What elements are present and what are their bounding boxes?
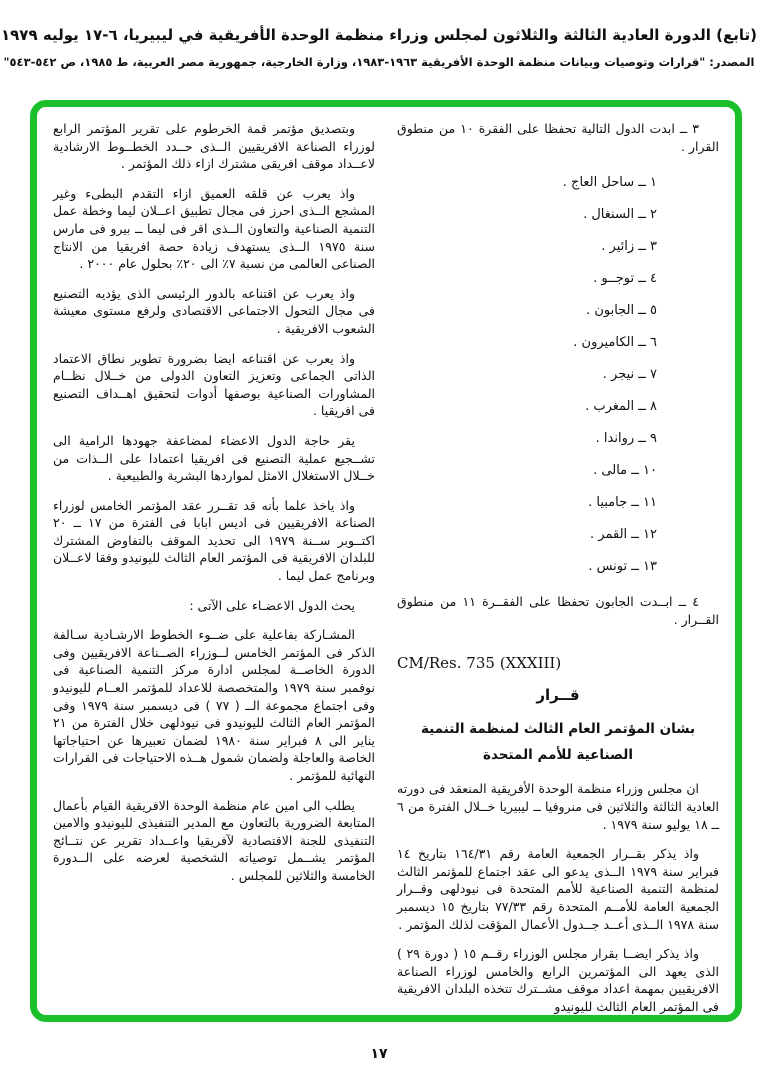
resolution-paragraph: واذ يذكر بقــرار الجمعية العامة رقم ١٦٤/٣١ بتاريخ ١٤ فبراير سنة ١٩٧٩ الــذى يدعو الى عقد اجتماع للمؤتمر الثالث لمنظمة التنمية الصناعية للأمم المتحدة فى نيودلهى وقــرار الجمعية العامة للأمــم المتحدة رقم ٧٧/٣٣ بتاريخ ١٥ ديسمبر سنة ١٩٧٨ الــذى أعــد جــدول الأعمال المؤقت لذلك المؤتمر . xyxy=(397,846,719,932)
country-list xyxy=(397,167,719,583)
country-item: ٨ ــ المغرب . xyxy=(585,399,657,415)
source-citation: المصدر: "قرارات وتوصيات وبيانات منظمة الوحدة الأفريقية ١٩٦٣-١٩٨٣، وزارة الخارجية، جمهورية مصر العربية، ط ١٩٨٥، ص ٥٤٢-٥٤٣" xyxy=(3,55,755,69)
body-paragraphs xyxy=(53,120,375,885)
country-item: ٤ ــ توجــو . xyxy=(593,271,657,287)
resolution-paragraphs xyxy=(397,780,719,1015)
resolution-paragraph: واذ يذكر ايضــا بقرار مجلس الوزراء رقــم ١٥ ( دورة ٢٩ ) الذى يعهد الى المؤتمرين الرابع والخامس لوزراء الصناعة الافريقيين بمهمة اعداد موقف مشــترك تتخذه البلدان الافريقية فى المؤتمر العام الثالث لليونيدو xyxy=(397,946,719,1014)
body-paragraph: يقر حاجة الدول الاعضاء لمضاعفة جهودها الرامية الى تشــجيع عملية التصنيع فى افريقيا اعتمادا على الــذات من خــلال الاستغلال الامثل لمواردها البشرية والطبيعية . xyxy=(53,432,375,484)
body-paragraph: يطلب الى امين عام منظمة الوحدة الافريقية القيام بأعمال المتابعة الضرورية بالتعاون مع المدير التنفيذى لليونيدو والامين التنفيذى للجنة الاقتصادية لآفريقيا واعــداد تقرير عن نتــائج المؤتمر يشــمل توصياته الشخصية لعرضه على الــدورة الخامسة والثلاثين للمجلس . xyxy=(53,797,375,883)
body-paragraph: يحث الدول الاعضـاء على الآتى : xyxy=(189,597,355,613)
page-header xyxy=(0,0,758,69)
columns-container xyxy=(53,120,719,1014)
page-number: ١٧ xyxy=(370,1046,388,1062)
resolution-subject xyxy=(397,716,719,768)
right-column xyxy=(397,120,719,1014)
body-paragraph: واذ ياخذ علما بأنه قد تقــرر عقد المؤتمر الخامس لوزراء الصناعة الافريقيين فى اديس ابابا فى الفترة من ١٧ ــ ٢٠ اكتــوبر ســنة ١٩٧٩ الى تحديد الموقف بالتفاوض المشترك للبلدان الافريقية فى المؤتمر العام الثالث لليونيدو وفقا لاعــلان وبرنامج عمل ليما . xyxy=(53,497,375,584)
country-item: ٥ ــ الجابون . xyxy=(586,303,657,319)
resolution-paragraph: ان مجلس وزراء منظمة الوحدة الأفريقية المنعقد فى دورته العادية الثالثة والثلاثين فى منروفيا ــ ليبيريا خــلال الفترة من ٦ ــ ١٨ يوليو سنة ١٩٧٩ . xyxy=(397,781,719,832)
reservations-paragraph-3: ٣ ــ ابدت الدول التالية تحفظا على الفقرة ١٠ من منطوق القرار . xyxy=(397,121,719,154)
body-paragraph: واذ يعرب عن قلقه العميق ازاء التقدم البطىء وغير المشجع الــذى احرز فى مجال تطبيق اعــلان ليما وخطة عمل التنمية الصناعية والتعاون الــذى اقر فى ليما ــ بيرو فى مارس سنة ١٩٧٥ الــذى يستهدف زيادة حصة افريقيا من الانتاج الصناعى العالمى من نسبة ٧٪ الى ٢٠٪ بحلول عام ٢٠٠٠ . xyxy=(53,185,376,272)
body-paragraph: واذ يعرب عن اقتناعه بالدور الرئيسى الذى يؤديه التصنيع فى مجال التحول الاجتماعى الاقتصادى ولرفع مستوى معيشة الشعوب الافريقية . xyxy=(53,285,375,336)
country-item: ٩ ــ رواندا . xyxy=(595,431,657,447)
country-item: ٢ ــ السنغال . xyxy=(583,207,657,223)
resolution-subject-line-1: بشان المؤتمر العام الثالث لمنظمة التنمية xyxy=(420,721,696,738)
body-paragraph: المشـاركة بفاعلية على ضــوء الخطوط الارشـادية سـالفة الذكر فى المؤتمر الخامس لــوزراء الصــناعة الافريقيين وفى الدورة الخاصــة لمجلس ادارة مركز التنمية الصناعية فى نوفمبر سنة ١٩٧٩ والمتخصصة للاعداد للمؤتمر العــام لليونيدو وفى اجتماع مجموعة الــ ( ٧٧ ) فى ديسمبر سنة ١٩٧٩ وفى المؤتمر العام الثالث لليونيدو فى نيودلهى خلال الفترة من ٢١ يناير الى ٨ فبراير سنة ١٩٨٠ لضمان تعبيرها عن احتياجاتها الخاصة والعاجلة ولضمان شمول هــذه الاحتياجات فى القرارات النهائية للمؤتمر . xyxy=(53,627,376,783)
country-item: ١٣ ــ تونس . xyxy=(588,559,657,575)
resolution-subject-line-2: الصناعية للأمم المتحدة xyxy=(483,747,633,764)
country-item: ٣ ــ زائير . xyxy=(601,239,657,255)
session-title: (تابع) الدورة العادية الثالثة والثلاثون لمجلس وزراء منظمة الوحدة الأفريقية في ليبيريا، ٦-١٧ يوليه ١٩٧٩ xyxy=(1,26,757,44)
body-paragraph: وبتصديق مؤتمر قمة الخرطوم على تقرير المؤتمر الرابع لوزراء الصناعة الافريقيين الــذى حــدد الخطــوط الارشادية لاعــداد موقف افريقى مشترك ازاء ذلك المؤتمر . xyxy=(53,121,375,172)
left-column xyxy=(53,120,375,1002)
country-item: ٧ ــ نيجر . xyxy=(602,367,657,383)
country-item: ١ ــ ساحل العاج . xyxy=(562,175,657,191)
document-frame xyxy=(30,100,742,1022)
reservations-paragraph-4: ٤ ــ ابــدت الجابون تحفظا على الفقــرة ١١ من منطوق القــرار . xyxy=(397,594,719,627)
country-item: ١١ ــ جامبيا . xyxy=(588,495,657,511)
resolution-number: CM/Res. 735 (XXXIII) xyxy=(397,654,562,673)
country-item: ١٢ ــ القمر . xyxy=(590,527,657,543)
country-item: ٦ ــ الكاميرون . xyxy=(573,335,657,351)
country-item: ١٠ ــ مالى . xyxy=(593,463,657,479)
body-paragraph: واذ يعرب عن اقتناعه ايضا بضرورة تطوير نطاق الاعتماد الذاتى الجماعى وتعزيز التعاون الدولى من خــلال نظــام المشاورات الصناعية بوصفها أدوات لتحقيق اهــداف التصنيع فى افريقيا . xyxy=(53,350,375,419)
resolution-heading: قــرار xyxy=(536,686,580,705)
